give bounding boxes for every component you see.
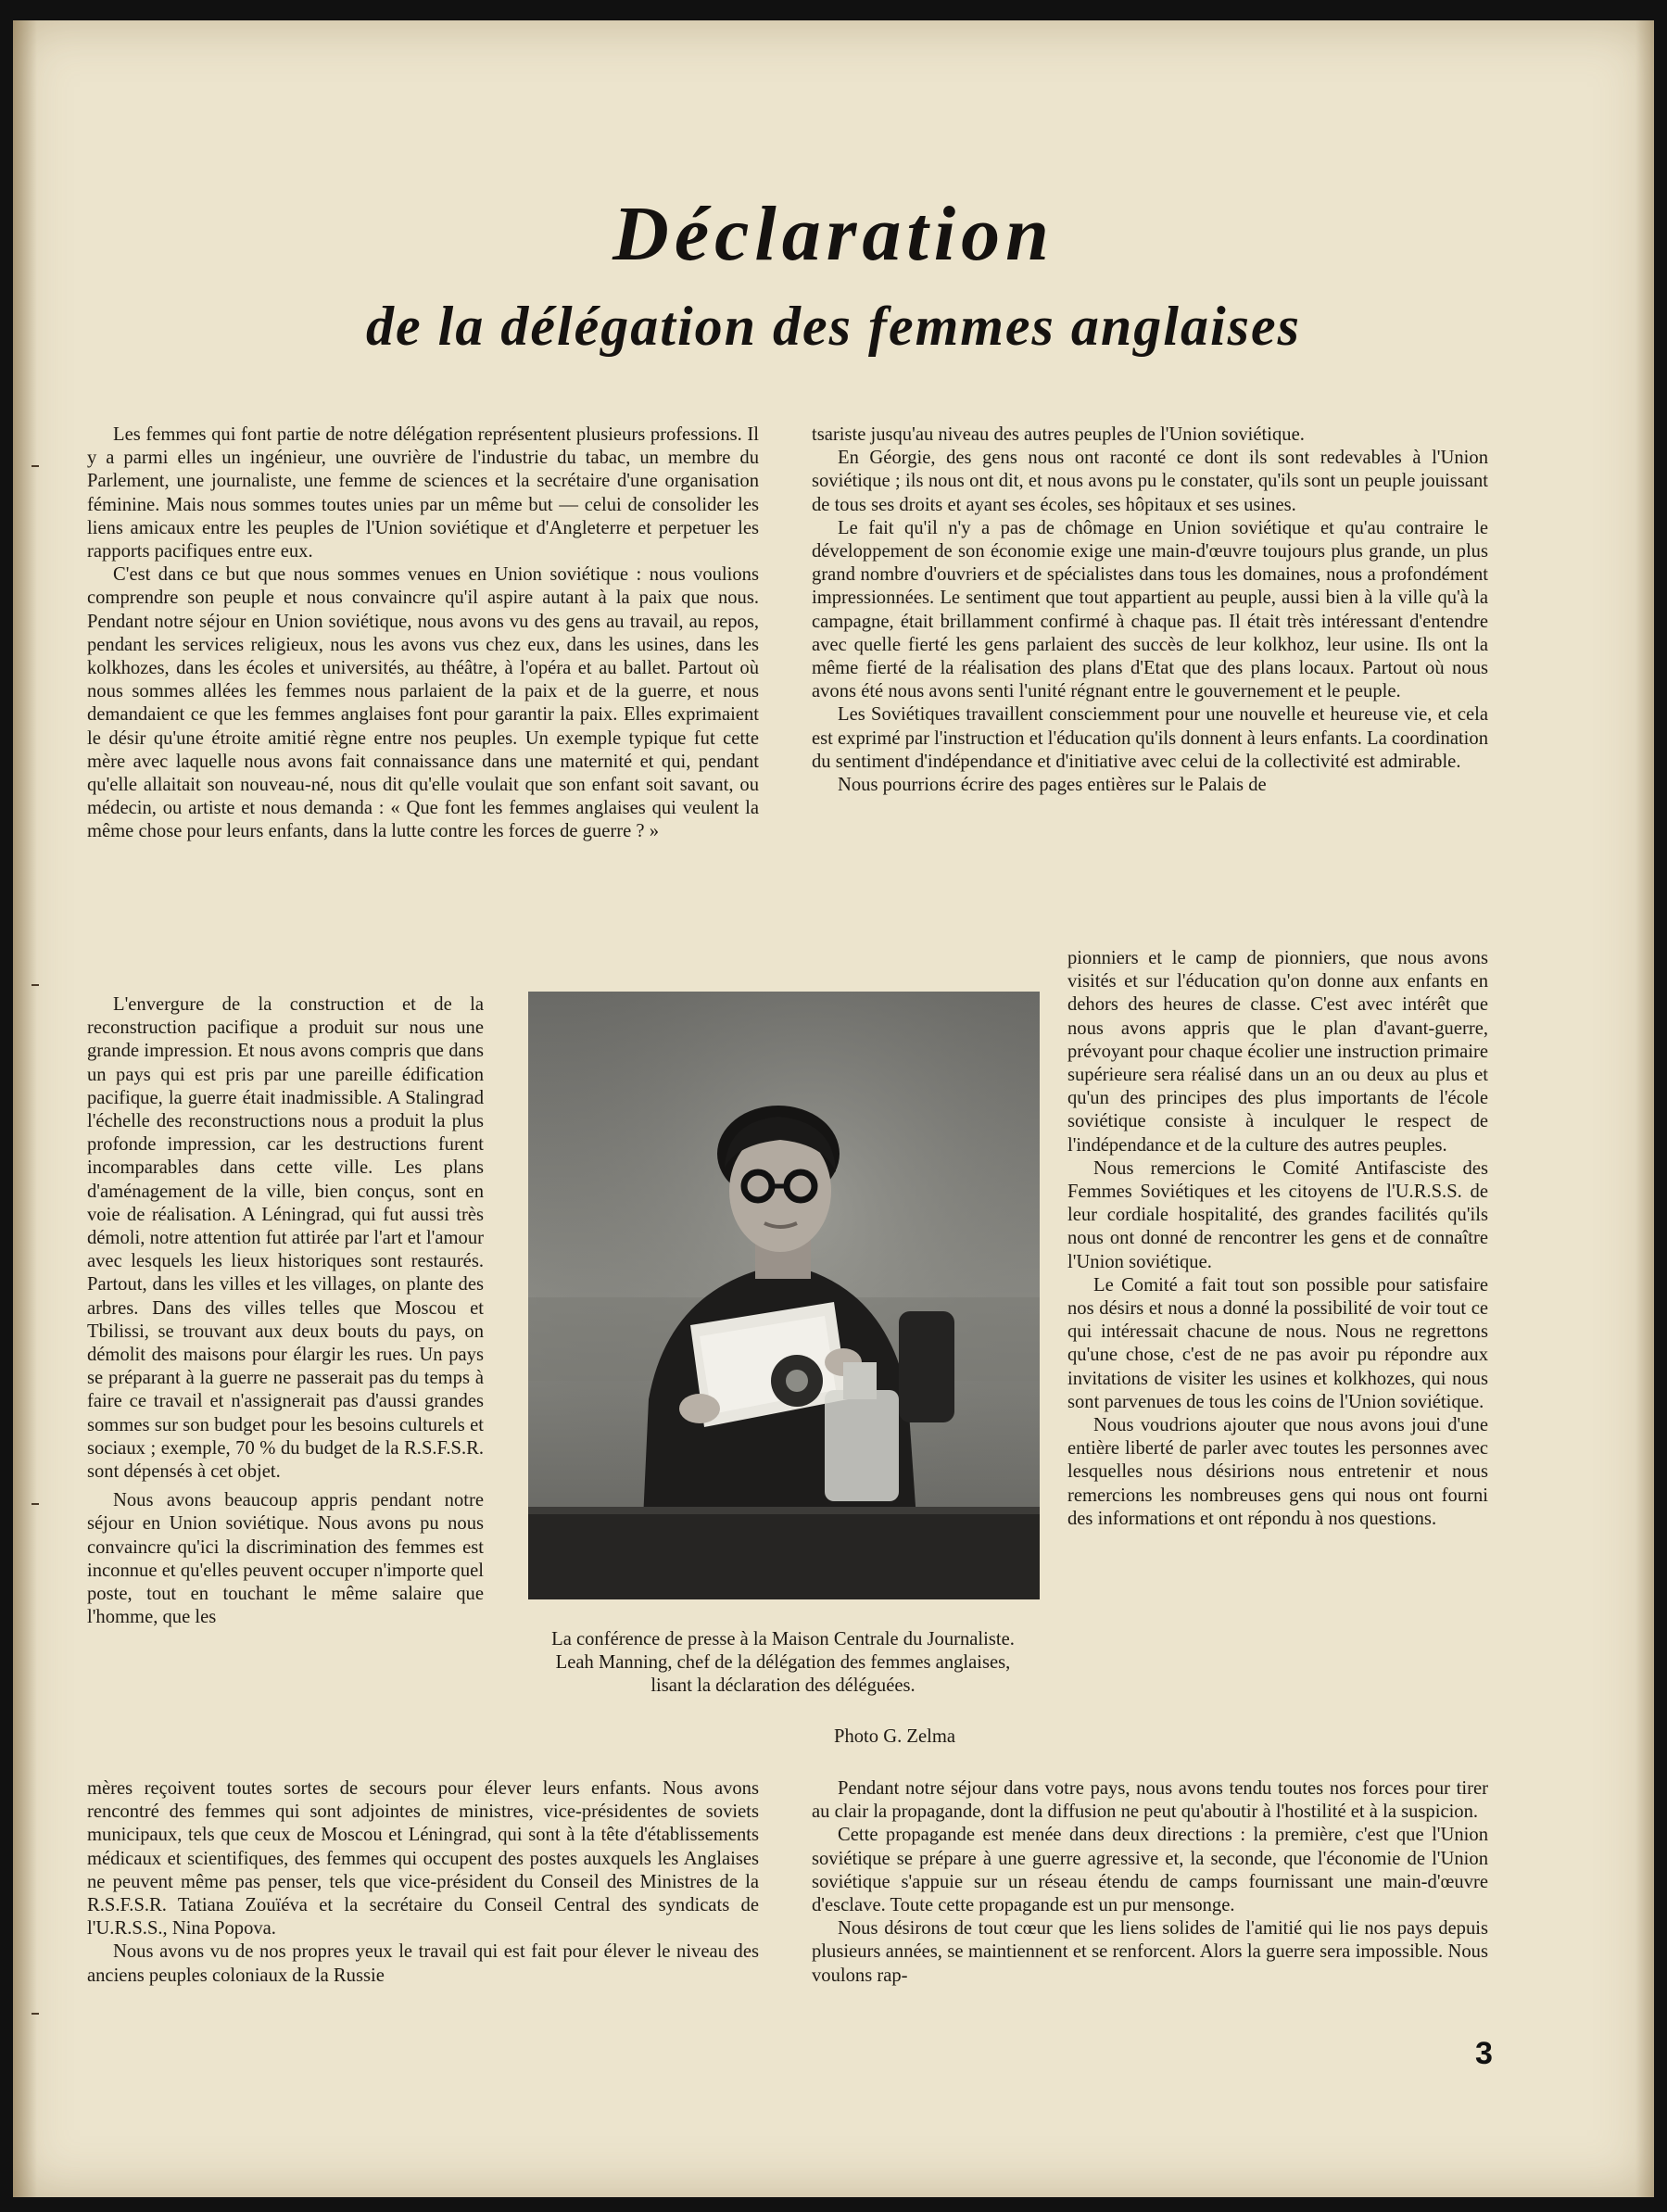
photo-caption: La conférence de presse à la Maison Centrale du Journaliste. Leah Manning, chef de la délégation des femmes anglaises, lisant la déclaration des déléguées. [551,1629,1015,1697]
paragraph: Nous désirons de tout cœur que les liens solides de l'amitié qui lie nos pays depuis plusieurs années, se maintiennent et se renforcent. Alors la guerre sera impossible. Nous voulons rap- [812,1918,1488,1986]
photo-credit: Photo G. Zelma [834,1726,955,1747]
paragraph: Nous voudrions ajouter que nous avons joui d'une entière liberté de parler avec toutes les personnes avec lesquelles nous désirions nous entretenir et nous remercions les nombreuses gens qui nous ont fourni des informations et ont répondu à nos questions. [1067,1415,1488,1529]
paragraph: pionniers et le camp de pionniers, que nous avons visités et sur l'éducation qu'on donne aux enfants en dehors des heures de classe. C'est avec intérêt que nous avons appris que le plan d'avant-guerre, prévoyant pour chaque écolier une instruction primaire supérieure sera réalisé dans un an ou deux au plus et qu'un des principes des plus importants de l'école soviétique consiste à inculquer le respect de l'indépendance et de la culture des autres peuples. [1067,948,1488,1156]
paragraph: Pendant notre séjour dans votre pays, nous avons tendu toutes nos forces pour tirer au clair la propagande, dont la diffusion ne peut qu'aboutir à l'hostilité et à la suspicion. [812,1778,1488,1823]
page-number: 3 [1475,2036,1493,2071]
paragraph: Les femmes qui font partie de notre délégation représentent plusieurs professions. Il y a parmi elles un ingénieur, une ouvrière de l'industrie du tabac, un membre du Parlement, une journaliste, une femme de sciences et la secrétaire d'une organisation féminine. Mais nous sommes toutes unies par un même but — celui de consolider les liens amicaux entre les peuples de l'Union soviétique et d'Angleterre et perpetuer les rapports pacifiques entre eux. [87,424,759,562]
text-column-left-top [87,423,759,844]
margin-mark [32,984,39,986]
paragraph: Nous avons beaucoup appris pendant notre séjour en Union soviétique. Nous avons pu nous convaincre qu'ici la discrimination des femmes est inconnue et qu'elles peuvent occuper n'importe quel poste, tout en touchant le même salaire que l'homme, que les [87,1490,484,1628]
magazine-page [13,20,1654,2197]
paragraph: Les Soviétiques travaillent consciemment pour une nouvelle et heureuse vie, et cela est exprimé par l'instruction et l'éducation qu'ils donnent à leurs enfants. La coordination du sentiment d'indépendance et d'initiative avec celui de la collectivité est admirable. [812,704,1488,772]
article-title: Déclaration [612,191,1055,277]
text-column-left-narrow [87,993,484,1629]
margin-mark [32,1503,39,1505]
text-column-right-top [812,423,1488,797]
paragraph: C'est dans ce but que nous sommes venues en Union soviétique : nous voulions comprendre son peuple et nous convaincre qu'il aspire autant à la paix que nous. Pendant notre séjour en Union soviétique, nous avons vu des gens au travail, au repos, pendant les services religieux, nous les avons vus chez eux, dans les usines, dans les kolkhozes, dans les écoles et universités, au théâtre, à l'opéra et au ballet. Partout où nous sommes allées les femmes nous parlaient de la paix et de la guerre, et nous demandaient ce que les femmes anglaises font pour garantir la paix. Elles exprimaient le désir qu'une étroite amitié règne entre nos peuples. Un exemple typique fut cette mère avec laquelle nous avons fait connaissance dans une maternité et qui, pendant qu'elle allaitait son nouveau-né, nous dit qu'elle voulait que son enfant soit savant, ou médecin, ou artiste et nous demanda : « Que font les femmes anglaises qui veulent la même chose pour leurs enfants, dans la lutte contre les forces de guerre ? » [87,564,759,842]
text-column-right-narrow [1067,947,1488,1531]
margin-mark [32,2013,39,2015]
paragraph: L'envergure de la construction et de la reconstruction pacifique a produit sur nous une grande impression. Et nous avons compris que dans un pays qui est pris par une pareille édification pacifique, la guerre était inadmissible. A Stalingrad l'échelle des reconstructions nous a produit la plus profonde impression, car les destructions furent incomparables dans cette ville. Les plans d'aménagement de la ville, bien conçus, sont en voie de réalisation. A Léningrad, qui fut aussi très démoli, notre attention fut attirée par l'art et l'amour avec lesquels les lieux historiques sont restaurés. Partout, dans les villes et les villages, on plante des arbres. Dans des villes telles que Moscou et Tbilissi, se trouvant aux deux bouts du pays, on démolit des maisons pour élargir les rues. Un pays se préparant à la guerre ne passerait pas du temps à faire ce travail et n'assignerait pas d'aussi grandes sommes sur son budget pour les besoins culturels et sociaux ; exemple, 70 % du budget de la R.S.F.S.R. sont dépensés à cet objet. [87,994,484,1483]
paragraph: Le Comité a fait tout son possible pour satisfaire nos désirs et nous a donné la possibilité de voir tout ce qui intéressait chacune de nous. Nous ne regrettons qu'une chose, c'est de ne pas avoir pu répondre aux invitations de visiter les usines et kolkhozes, qui nous sont parvenues de tous les coins de l'Union soviétique. [1067,1274,1488,1412]
margin-mark [32,465,39,467]
paragraph: Cette propagande est menée dans deux directions : la première, c'est que l'Union soviétique se prépare à une guerre agressive et, la seconde, que l'économie de l'Union soviétique s'appuie sur un réseau étendu de camps fournissant une main-d'œuvre d'esclave. Toute cette propagande est un pur mensonge. [812,1825,1488,1916]
press-conference-photo [528,992,1040,1599]
paragraph: Le fait qu'il n'y a pas de chômage en Union soviétique et qu'au contraire le développement de son économie exige une main-d'œuvre toujours plus grande, un plus grand nombre d'ouvriers et de spécialistes dans tous les domaines, nous a profondément impressionnées. Le sentiment que tout appartient au peuple, aussi bien à la ville qu'à la campagne, était brillamment confirmé à chaque pas. Il était très intéressant d'entendre avec quelle fierté les gens parlaient des succès de leur kolkhoz, leur usine. Ils ont la même fierté de la réalisation des plans d'Etat que des plans locaux. Partout où nous avons été nous avons senti l'unité régnant entre le gouvernement et le peuple. [812,517,1488,702]
paragraph: Nous avons vu de nos propres yeux le travail qui est fait pour élever le niveau des anciens peuples coloniaux de la Russie [87,1941,759,1986]
text-column-right-bottom [812,1777,1488,1988]
paragraph: mères reçoivent toutes sortes de secours pour élever leurs enfants. Nous avons rencontré des femmes qui sont adjointes de ministres, vice-présidentes de soviets municipaux, tels que ceux de Moscou et Léningrad, qui sont à la tête d'établissements médicaux et scientifiques, des femmes qui occupent des postes auxquels les Anglaises ne peuvent même pas penser, tels que vice-président du Conseil des Ministres de la R.S.F.S.R. Tatiana Zouïéva et la secrétaire du Conseil Central des syndicats de l'U.R.S.S., Nina Popova. [87,1778,759,1940]
paragraph: Nous pourrions écrire des pages entières sur le Palais de [838,775,1267,796]
text-column-left-bottom [87,1777,759,1988]
paragraph: Nous remercions le Comité Antifasciste des Femmes Soviétiques et les citoyens de l'U.R.S.S. de leur cordiale hospitalité, des grandes facilités qu'ils nous ont donné de rencontrer les gens et de connaître l'Union soviétique. [1067,1157,1488,1272]
paragraph: tsariste jusqu'au niveau des autres peuples de l'Union soviétique. [812,424,1305,445]
article-subtitle: de la délégation des femmes anglaises [366,296,1301,357]
paragraph: En Géorgie, des gens nous ont raconté ce dont ils sont redevables à l'Union soviétique ; ils nous ont dit, et nous avons pu le constater, qu'ils sont un peuple jouissant de tous ses droits et ayant ses écoles, ses hôpitaux et ses usines. [812,448,1488,515]
